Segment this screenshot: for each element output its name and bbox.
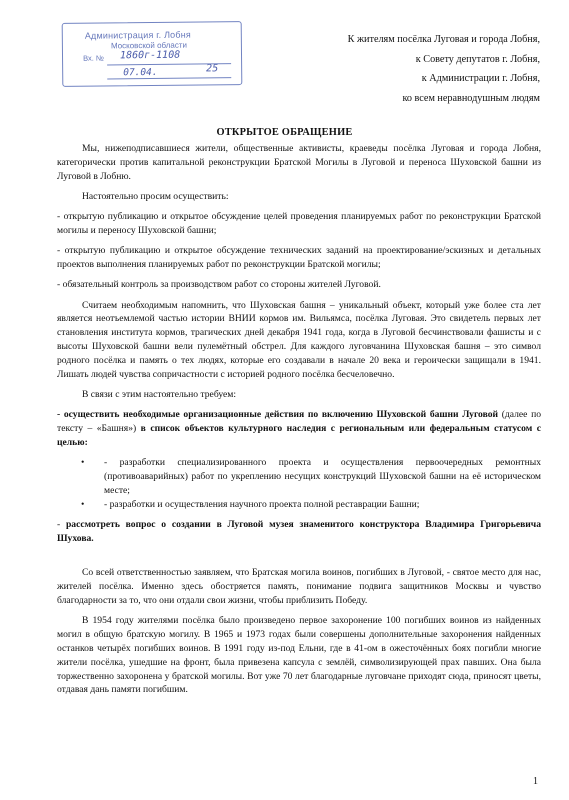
bullet-icon: • (81, 457, 85, 469)
page-number: 1 (533, 776, 538, 787)
document-body (57, 142, 541, 704)
addressee-line: к Администрации г. Лобня, (421, 73, 540, 84)
stamp-incoming-label: Вх. № (82, 53, 104, 63)
list-item (57, 456, 541, 497)
demand-text: - (57, 518, 66, 530)
request-item: - обязательный контроль за производством работ со стороны жителей Луговой. (57, 279, 381, 291)
list-item-text: - разработки и осуществления научного проекта полной реставрации Башни; (104, 498, 420, 510)
stamp-rule (107, 77, 231, 79)
grave-meaning-paragraph: Со всей ответственностью заявляем, что Братская могила воинов, погибших в Луговой, - святое место для нас, жителей посёлка. Именно здесь обостряется память, понимание подвига защитников Москвы и чувство благодарности за то, что они отдали свои жизни, чтобы приблизить Победу. (57, 567, 541, 607)
request-item: - открытую публикацию и открытое обсуждение целей проведения планируемых работ по реконструкции Братской могилы и переносу Шуховской башни; (57, 211, 541, 236)
grave-history-paragraph: В 1954 году жителями посёлка было произведено первое захоронение 100 погибших воинов из найденных могил в общую братскую могилу. В 1965 и 1973 годах были совершены дополнительные захоронения найденных останков четырёх погибших воинов. В 1991 году из-под Ельни, где в 41-ом в ожесточённых боях погибли многие жители посёлка, ушедшие на фронт, была привезена капсула с землёй, символизирующей прах павших. Она была торжественно захоронена у братской могилы. Вот уже 70 лет благодарные луговчане приходят сюда, приносят цветы, отдавая дань памяти погибшим. (57, 615, 541, 696)
stamp-organization: Администрация г. Лобня (84, 29, 192, 41)
list-item-text: - разработки специализированного проекта и осуществления первоочередных ремонтных (противоаварийных) работ по укреплению несущих конструкций Шуховской башни на её историческом месте; (104, 457, 541, 496)
demand-text: (далее по тексту – «Башня») (57, 409, 542, 435)
request-intro: Настоятельно просим осуществить: (82, 190, 229, 202)
demand-item (57, 518, 541, 546)
list-item (57, 498, 541, 512)
demand-item (57, 408, 541, 449)
stamp-region: Московской области (110, 40, 188, 51)
addressee-line: ко всем неравнодушным людям (402, 92, 540, 104)
bullet-icon: • (81, 498, 85, 510)
addressee-line: к Совету депутатов г. Лобня, (415, 53, 540, 65)
document-title: ОТКРЫТОЕ ОБРАЩЕНИЕ (216, 127, 353, 138)
intro-paragraph: Мы, нижеподписавшиеся жители, общественные активисты, краеведы посёлка Луговая и города Лобня, категорически против капитальной реконструкции Братской Могилы в Луговой и переноса Шуховской башни из Луговой в Лобню. (57, 143, 541, 182)
demand-text-bold: в список объектов культурного наследия с региональным или федеральным статусом с целью: (57, 423, 541, 448)
stamp-registration-date: 07.04. (123, 66, 158, 79)
registration-stamp (62, 21, 243, 87)
stamp-registration-number: 1860г-1108 (119, 49, 181, 62)
addressee-block (348, 30, 540, 108)
stamp-registration-code: 25 (206, 63, 219, 75)
addressee-line: К жителям посёлка Луговая и города Лобня, (347, 34, 540, 45)
demand-text-bold: рассмотреть вопрос о создании в Луговой музея знаменитого конструктора Владимира Григорьевича Шухова. (57, 518, 542, 544)
demand-intro: В связи с этим настоятельно требуем: (82, 388, 236, 400)
demand-text-bold: - осуществить необходимые организационные действия по включению Шуховской башни Луговой (57, 409, 499, 421)
tower-history-paragraph: Считаем необходимым напомнить, что Шуховская башня – уникальный объект, который уже более ста лет является неотъемлемой частью истории ВНИИ кормов им. Вильямса, посёлка Луговая. Это свидетель первых лет становления института кормов, трагических дней декабря 1941 года, когда в Луговой бесчинствовали фашисты и с высоты Шуховской башни вели пулемётный обстрел. Для каждого луговчанина Шуховская башня – это символ родного посёлка и память о тех людях, которые его создавали в начале 20 века и героически защищали в 1941. Лишать людей чувства сопричастности с историей родного посёлка бесчеловечно. (57, 299, 541, 380)
goal-list (57, 456, 541, 511)
request-item: - открытую публикацию и открытое обсуждение технических заданий на проектирование/эскизных и детальных проектов выполнения планируемых работ по реконструкции Братской могилы; (57, 245, 541, 271)
